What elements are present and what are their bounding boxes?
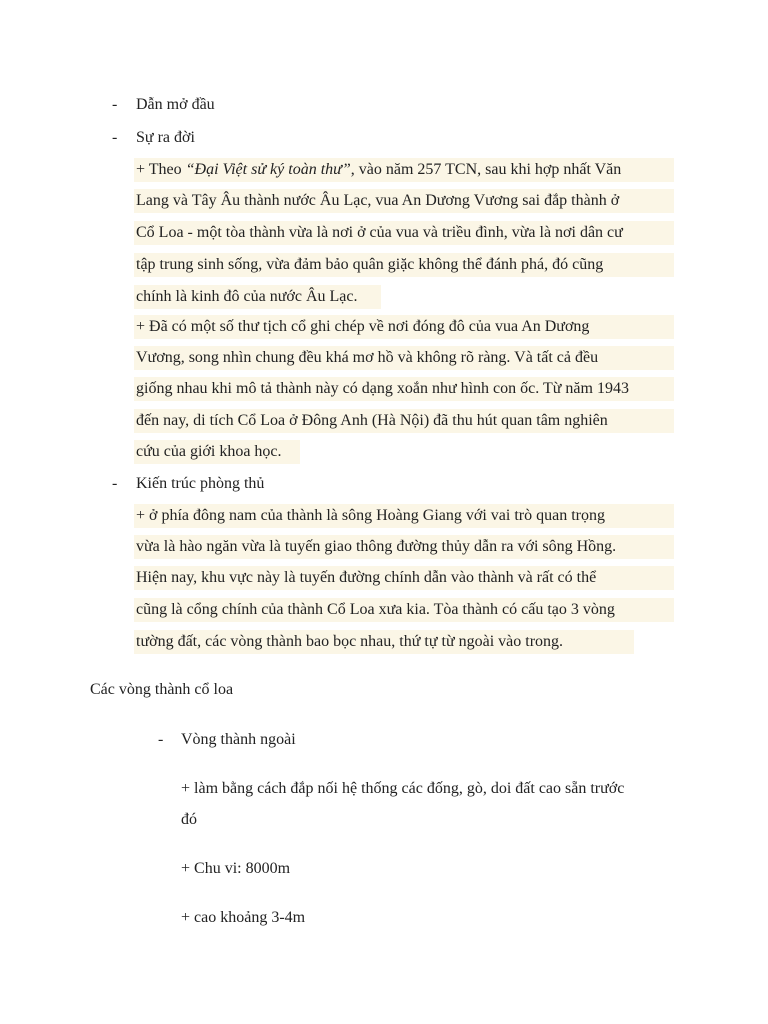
defense-paragraph-line: tường đất, các vòng thành bao bọc nhau, thứ tự từ ngoài vào trong. xyxy=(136,633,564,650)
list-dash: - xyxy=(112,96,118,113)
list-dash: - xyxy=(112,475,118,492)
defense-paragraph-line: Hiện nay, khu vực này là tuyến đường chính dẫn vào thành và rất có thể xyxy=(136,569,597,586)
birth-paragraph-1-line: chính là kinh đô của nước Âu Lạc. xyxy=(136,288,358,305)
outline-item-defense: Kiến trúc phòng thủ xyxy=(136,475,265,492)
birth-paragraph-2-line: Vương, song nhìn chung đều khá mơ hồ và không rõ ràng. Và tất cả đều xyxy=(136,349,599,366)
detail-height: + cao khoảng 3-4m xyxy=(181,909,306,926)
outer-wall-item: Vòng thành ngoài xyxy=(181,731,296,748)
defense-paragraph-line: + ở phía đông nam của thành là sông Hoàng Giang với vai trò quan trọng xyxy=(136,507,605,524)
detail-construction-cont: đó xyxy=(181,811,197,828)
birth-paragraph-1-line xyxy=(136,160,621,180)
birth-paragraph-1-line: tập trung sinh sống, vừa đảm bảo quân giặc không thể đánh phá, đó cũng xyxy=(136,256,604,273)
birth-paragraph-2-line: đến nay, di tích Cổ Loa ở Đông Anh (Hà Nội) đã thu hút quan tâm nghiên xyxy=(136,412,608,429)
birth-paragraph-2-line: giống nhau khi mô tả thành này có dạng xoắn như hình con ốc. Từ năm 1943 xyxy=(136,380,629,397)
list-dash: - xyxy=(112,129,118,146)
book-title: “Đại Việt sử ký toàn thư” xyxy=(185,161,351,178)
defense-paragraph-line: cũng là cổng chính của thành Cổ Loa xưa kia. Tòa thành có cấu tạo 3 vòng xyxy=(136,601,615,618)
outline-item-birth: Sự ra đời xyxy=(136,129,195,146)
birth-paragraph-2-line: + Đã có một số thư tịch cổ ghi chép về nơi đóng đô của vua An Dương xyxy=(136,318,590,335)
defense-paragraph-line: vừa là hào ngăn vừa là tuyến giao thông đường thủy dẫn ra với sông Hồng. xyxy=(136,538,617,555)
birth-paragraph-1-line: Cổ Loa - một tòa thành vừa là nơi ở của vua và triều đình, vừa là nơi dân cư xyxy=(136,224,623,241)
birth-prefix: + Theo xyxy=(136,161,186,178)
detail-construction: + làm bằng cách đắp nối hệ thống các đống, gò, doi đất cao sẵn trước xyxy=(181,780,625,797)
outline-item-intro: Dẫn mở đầu xyxy=(136,96,215,113)
birth-paragraph-1-line: Lang và Tây Âu thành nước Âu Lạc, vua An Dương Vương sai đắp thành ở xyxy=(136,192,620,209)
birth-rest: , vào năm 257 TCN, sau khi hợp nhất Văn xyxy=(350,161,622,178)
list-dash: - xyxy=(158,731,164,748)
section-heading: Các vòng thành cổ loa xyxy=(90,681,234,698)
birth-paragraph-2-line: cứu của giới khoa học. xyxy=(136,443,282,460)
detail-perimeter: + Chu vi: 8000m xyxy=(181,860,291,877)
